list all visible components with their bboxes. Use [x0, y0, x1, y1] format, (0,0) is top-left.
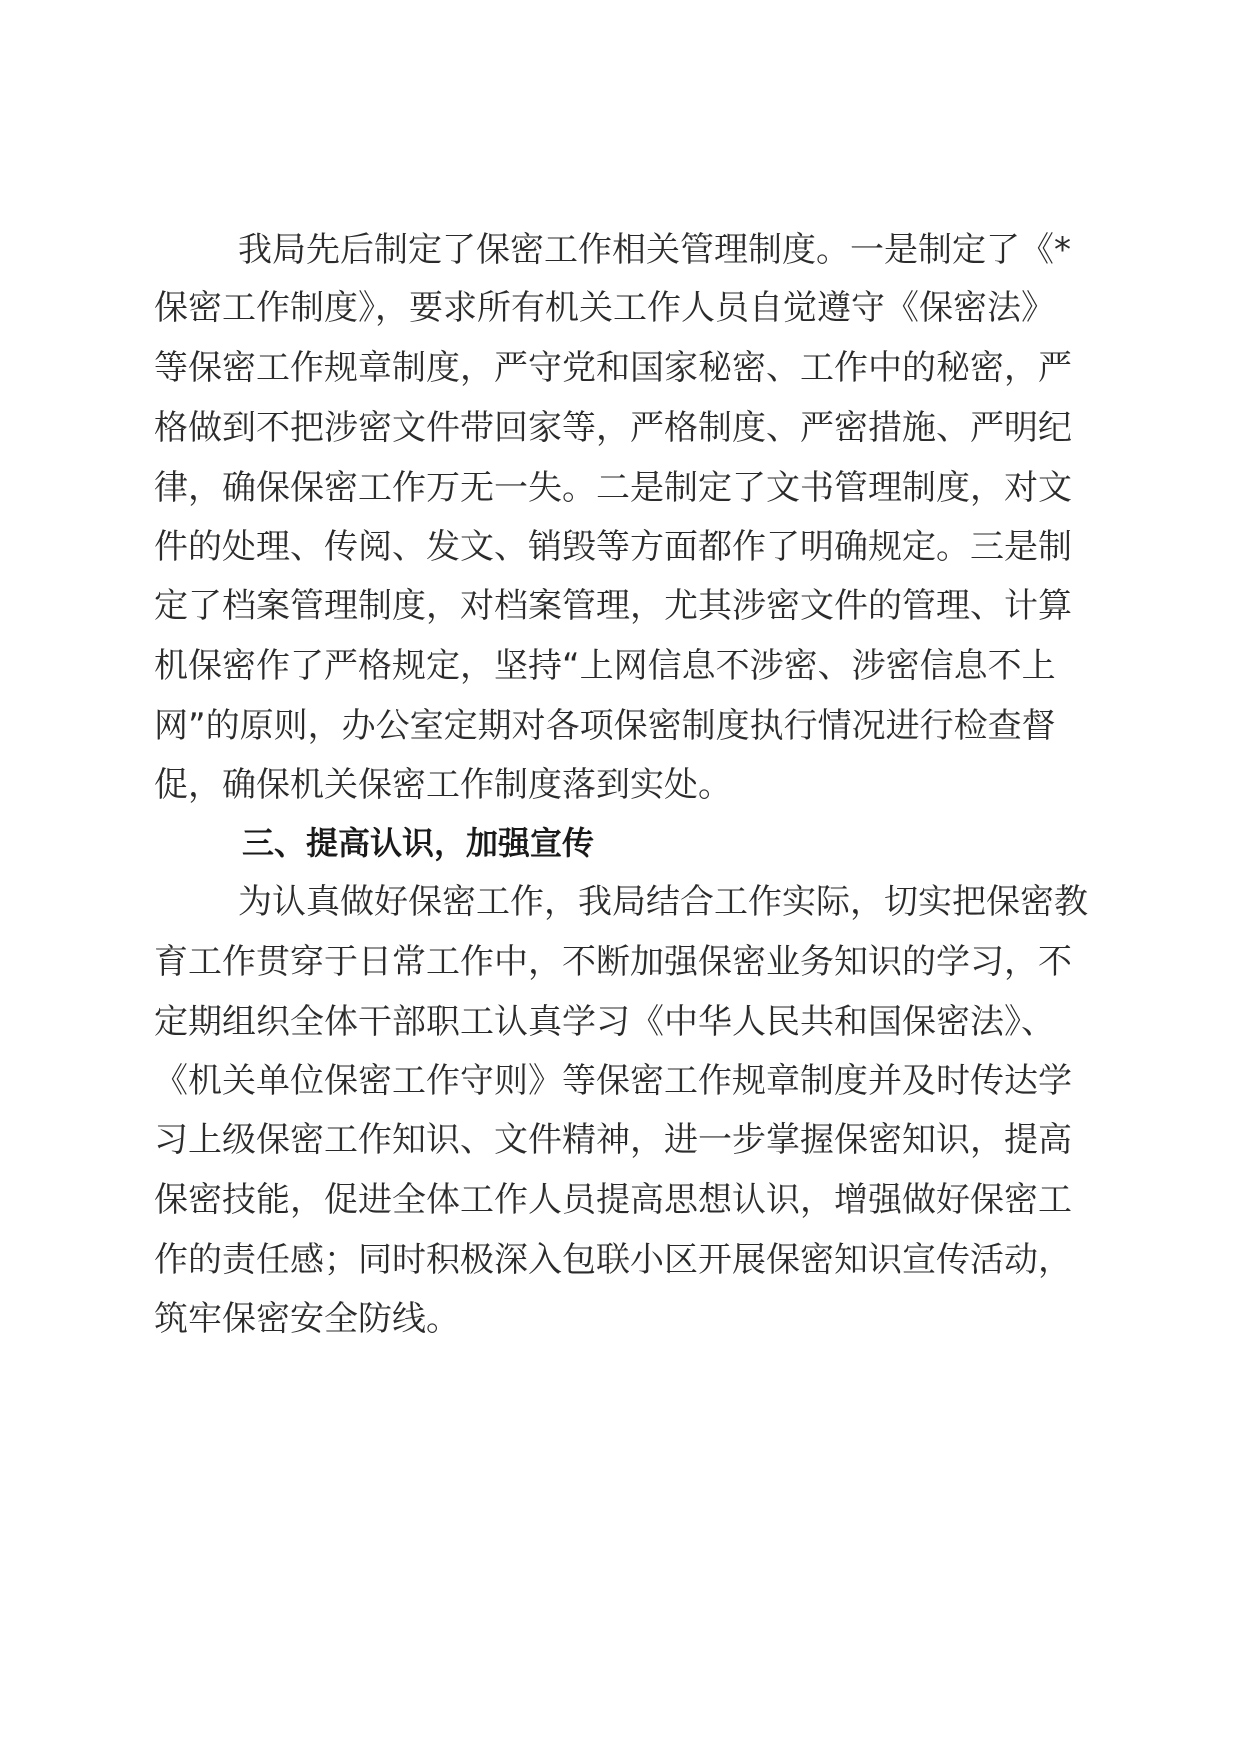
- paragraph-1-line: 我局先后制定了保密工作相关管理制度。一是制定了《*: [238, 230, 1071, 270]
- paragraph-1-line: 等保密工作规章制度，严守党和国家秘密、工作中的秘密，严: [154, 348, 1072, 388]
- paragraph-1-line: 格做到不把涉密文件带回家等，严格制度、严密措施、严明纪: [154, 408, 1072, 448]
- paragraph-1-line: 机保密作了严格规定，坚持“上网信息不涉密、涉密信息不上: [154, 646, 1056, 686]
- paragraph-1-line: 保密工作制度》，要求所有机关工作人员自觉遵守《保密法》: [154, 288, 1055, 328]
- paragraph-2-line: 定期组织全体干部职工认真学习《中华人民共和国保密法》、: [154, 1002, 1055, 1042]
- paragraph-2-line: 保密技能，促进全体工作人员提高思想认识，增强做好保密工: [154, 1180, 1072, 1220]
- paragraph-2-line: 作的责任感；同时积极深入包联小区开展保密知识宣传活动，: [154, 1240, 1072, 1280]
- section-heading: 三、提高认识，加强宣传: [242, 824, 595, 862]
- paragraph-2-line: 为认真做好保密工作，我局结合工作实际，切实把保密教: [238, 882, 1088, 922]
- paragraph-1-line: 律，确保保密工作万无一失。二是制定了文书管理制度，对文: [154, 468, 1072, 508]
- paragraph-2-line: 习上级保密工作知识、文件精神，进一步掌握保密知识，提高: [154, 1120, 1072, 1160]
- paragraph-1-line: 网”的原则，办公室定期对各项保密制度执行情况进行检查督: [154, 706, 1056, 746]
- paragraph-1-line: 件的处理、传阅、发文、销毁等方面都作了明确规定。三是制: [154, 527, 1072, 567]
- paragraph-2-line: 《机关单位保密工作守则》等保密工作规章制度并及时传达学: [154, 1061, 1072, 1101]
- paragraph-1-line: 定了档案管理制度，对档案管理，尤其涉密文件的管理、计算: [154, 586, 1072, 626]
- paragraph-1-line: 促，确保机关保密工作制度落到实处。: [154, 765, 732, 805]
- paragraph-2-line: 筑牢保密安全防线。: [154, 1299, 460, 1339]
- paragraph-2-line: 育工作贯穿于日常工作中，不断加强保密业务知识的学习，不: [154, 942, 1072, 982]
